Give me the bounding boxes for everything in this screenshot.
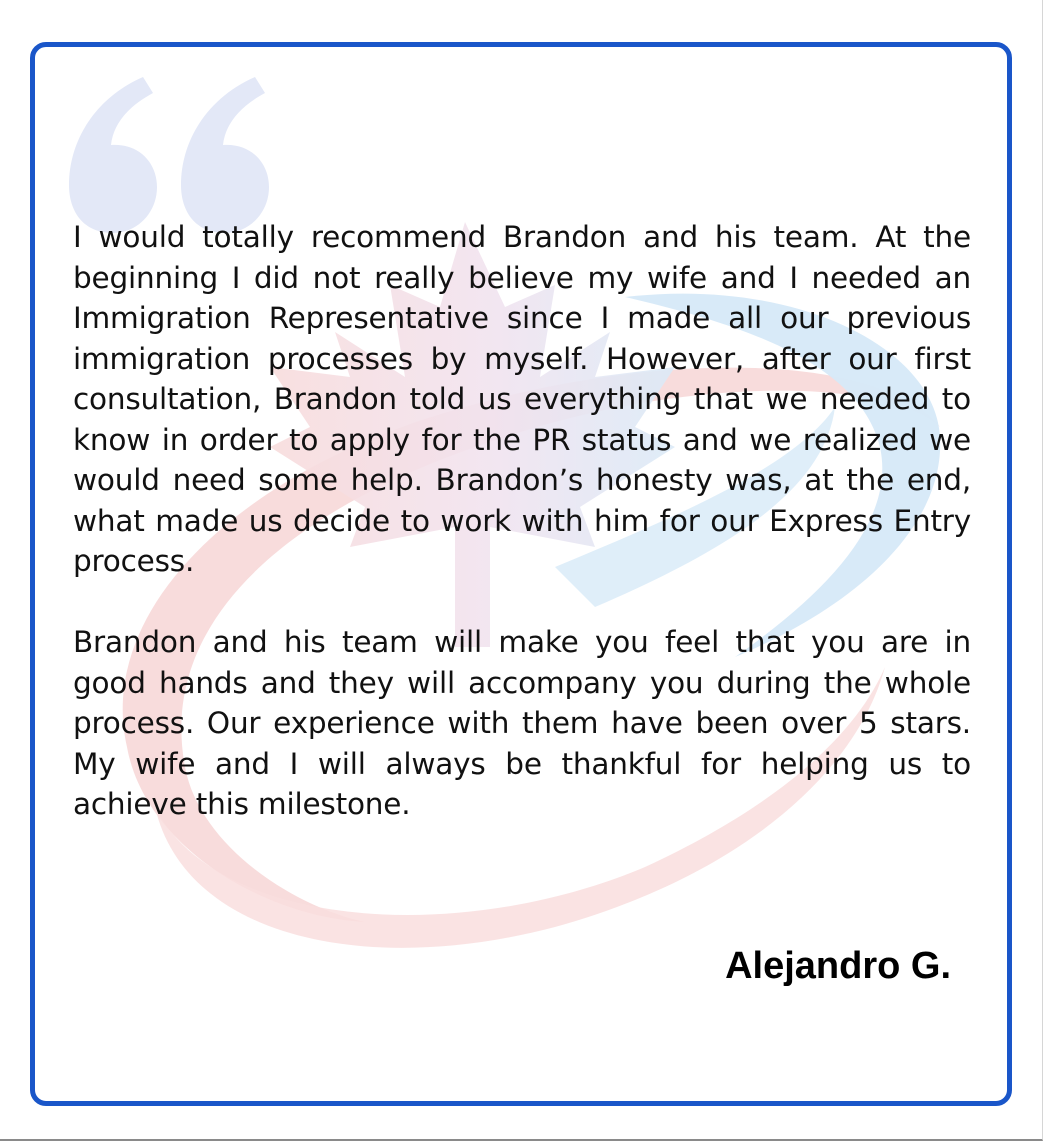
author-name: Alejandro G. [725,945,951,987]
opening-quote-icon [65,73,275,233]
testimonial-paragraph-2: Brandon and his team will make you feel that you are in good hands and they will accompany you during the whole process. Our experience with them have been over 5 stars. My wife and I will always be thankful for helping us to achieve this milestone. [73,625,971,821]
testimonial-text [73,217,971,825]
testimonial-paragraph-1: I would totally recommend Brandon and his team. At the beginning I did not really believe my wife and I needed an Immigration Representative since I made all our previous immigration processes by myself. However, after our first consultation, Brandon told us everything that we needed to know in order to apply for the PR status and we realized we would need some help. Brandon’s honesty was, at the end, what made us decide to work with him for our Express Entry process. [73,220,971,578]
testimonial-card [30,42,1012,1106]
